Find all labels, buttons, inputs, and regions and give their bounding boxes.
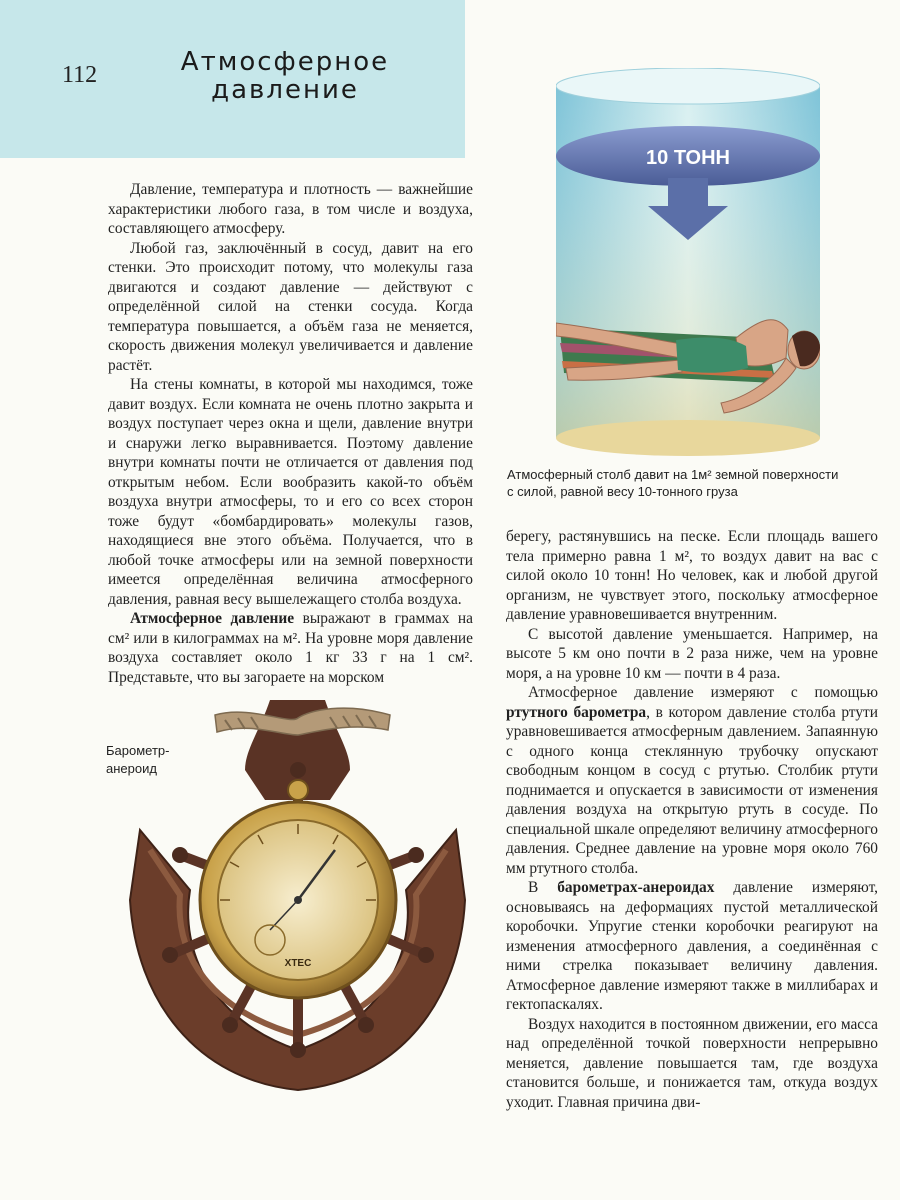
chapter-title <box>150 48 420 104</box>
dial-brand-text: XTEC <box>284 958 312 969</box>
paragraph-text: Атмосферное давление измеряют с помощью <box>528 684 878 701</box>
paragraph <box>506 878 878 1015</box>
caption-line: Атмосферный столб давит на 1м² земной поверхности <box>507 467 839 482</box>
term-aneroid-barometer: барометрах-анероидах <box>557 879 715 896</box>
term-atmospheric-pressure: Атмосферное давление <box>130 610 295 627</box>
top-bolt <box>288 780 308 800</box>
paragraph-text: давление измеряют, основываясь на деформациях пустой металлической коробочки. Упругие стенки коробочки реагируют на изменения атмосферного давления, а соединённая с ними стрелка показывает величину давления. Атмосферное давление измеряют также в миллибарах и гектопаскалях. <box>506 879 878 1013</box>
paragraph: Воздух находится в постоянном движении, его масса над определённой точкой поверхности непрерывно меняется, давление повышается там, где воздуха становится больше, и понижается там, откуда воздух уходит. Главная причина дви- <box>506 1015 878 1111</box>
figure-caption-barometer: Барометр-анероид <box>106 743 170 776</box>
page-number: 112 <box>62 62 98 88</box>
caption-line: с силой, равной весу 10-тонного груза <box>507 484 738 499</box>
aneroid-barometer-illustration <box>120 690 475 1115</box>
paragraph-text: , в котором давление столба ртути уравновешивается атмосферным давлением. Запаянную с одного конца стеклянную трубочку опускают свободным концом в сосуд с ртутью. Столбик ртути поднимается и опускается в зависимости от изменения давления воздуха на открытую ртуть в сосуде. По специальной шкале определяют величину атмосферного давления. Среднее давление на уровне моря около 760 мм ртутного столба. <box>506 703 878 877</box>
paragraph-text: В <box>528 879 558 896</box>
left-text-column <box>108 180 473 687</box>
paragraph: С высотой давление уменьшается. Например, на высоте 5 км оно почти в 2 раза ниже, чем на уровне моря, а на уровне 10 км — почти в 4 раза. <box>506 625 878 682</box>
term-mercury-barometer: ртутного барометра <box>506 703 647 721</box>
air-column-top <box>556 68 820 104</box>
right-text-column <box>506 527 878 1112</box>
paragraph <box>506 683 878 878</box>
paragraph: Давление, температура и плотность — важнейшие характеристики любого газа, в том числе и воздуха, составляющего атмосферу. <box>108 181 473 237</box>
air-column-illustration <box>556 68 820 458</box>
paragraph: На стены комнаты, в которой мы находимся, тоже давит воздух. Если комната не очень плотно закрыта и воздух поступает через окна и щели, давление внутри и снаружи легко выравнивается. Поэтому давление внутри комнаты почти не отличается от давления под открытым небом. Если вообразить какой-то объём воздуха внутри атмосферы, то и его со всех сторон тоже будут «бомбардировать» молекулы газов, находящиеся вне этого объёма. Получается, что в любой точке атмосферы или на земной поверхности имеется определённая величина атмосферного давления, равная весу вышележащего столба воздуха. <box>108 376 473 608</box>
paragraph <box>108 609 473 687</box>
swimsuit <box>676 338 748 373</box>
weight-label: 10 ТОНН <box>646 147 730 169</box>
chapter-title-line2: давление <box>211 75 359 105</box>
paragraph: берегу, растянувшись на песке. Если площадь вашего тела примерно равна 1 м², то воздух давит на вас с силой около 10 тонн! Но человек, как и любой другой организм, не чувствует этого, поскольку атмосферное давление уравновешивается внутренним. <box>506 528 878 623</box>
air-column-bottom <box>556 420 820 456</box>
figure-caption-air-column <box>507 466 877 500</box>
paragraph: Любой газ, заключённый в сосуд, давит на его стенки. Это происходит потому, что молекулы газа двигаются и создают давление — действуют с определённой силой на стенки сосуда. Когда температура повышается, а объём газа не меняется, скорость движения молекул увеличивается и давление растёт. <box>108 239 473 374</box>
paragraph-text: выражают в граммах на см² или в килограммах на м². На уровне моря давление воздуха составляет около 1 кг 33 г на 1 см². Представьте, что вы загораете на морском <box>108 610 473 686</box>
chapter-title-line1: Атмосферное <box>180 47 390 77</box>
